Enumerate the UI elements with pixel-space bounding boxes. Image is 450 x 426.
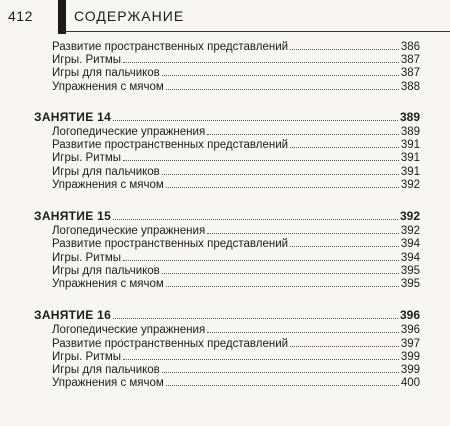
- dot-leader: [207, 321, 399, 333]
- toc-item: [52, 275, 420, 290]
- toc-item-label: Упражнения с мячом: [52, 178, 164, 191]
- toc-item-label: Развитие пространственных представлений: [52, 238, 289, 251]
- toc-item-label: Развитие пространственных представлений: [52, 139, 289, 152]
- dot-leader: [123, 51, 399, 63]
- header-bar: [58, 0, 66, 34]
- dot-leader: [113, 208, 398, 220]
- page-header: [0, 0, 450, 34]
- toc-item-page: 395: [400, 264, 420, 277]
- dot-leader: [162, 163, 399, 175]
- toc-item-page: 392: [400, 225, 420, 238]
- dot-leader: [113, 307, 398, 319]
- dot-leader: [123, 348, 399, 360]
- dot-leader: [166, 374, 399, 386]
- lesson-heading-label: ЗАНЯТИЕ 14: [34, 109, 112, 124]
- dot-leader: [207, 222, 399, 234]
- toc-item-page: 394: [400, 238, 420, 251]
- lesson-heading: [34, 109, 420, 124]
- dot-leader: [162, 361, 399, 373]
- toc-item-page: 391: [400, 139, 420, 152]
- dot-leader: [290, 235, 399, 247]
- toc-item-label: Игры для пальчиков: [52, 264, 160, 277]
- toc-item-page: 391: [400, 152, 420, 165]
- toc-item-page: 387: [400, 54, 420, 67]
- lesson-heading-label: ЗАНЯТИЕ 16: [34, 308, 112, 323]
- dot-leader: [290, 335, 399, 347]
- toc-item-page: 387: [400, 67, 420, 80]
- toc-item-label: Упражнения с мячом: [52, 377, 164, 390]
- lesson-heading-page: 396: [399, 308, 420, 323]
- toc-item: [52, 374, 420, 389]
- toc-item-page: 391: [400, 165, 420, 178]
- dot-leader: [166, 78, 399, 90]
- toc-item-label: Игры. Ритмы: [52, 152, 122, 165]
- toc-item-page: 389: [400, 126, 420, 138]
- toc-item-label: Упражнения с мячом: [52, 80, 164, 93]
- page-number: 412: [8, 8, 33, 24]
- toc-item: [52, 176, 420, 191]
- dot-leader: [113, 109, 398, 121]
- toc-item-label: Игры. Ритмы: [52, 251, 122, 264]
- toc-item-label: Развитие пространственных представлений: [52, 337, 289, 350]
- toc-item-page: 394: [400, 251, 420, 264]
- dot-leader: [162, 262, 399, 274]
- dot-leader: [166, 176, 399, 188]
- toc-item-page: 397: [400, 337, 420, 350]
- lesson-heading-page: 392: [399, 209, 420, 223]
- toc-item-page: 399: [400, 350, 420, 363]
- page-title: СОДЕРЖАНИЕ: [74, 8, 185, 24]
- dot-leader: [123, 149, 399, 161]
- toc-item-label: Логопедические упражнения: [52, 225, 206, 238]
- dot-leader: [290, 38, 399, 50]
- dot-leader: [166, 275, 399, 287]
- dot-leader: [207, 123, 399, 135]
- toc-item-page: 386: [400, 41, 420, 53]
- toc-item-page: 400: [400, 377, 420, 390]
- toc-item-label: Игры. Ритмы: [52, 54, 122, 67]
- toc-item-label: Логопедические упражнения: [52, 324, 206, 337]
- lesson-heading-label: ЗАНЯТИЕ 15: [34, 209, 112, 223]
- toc-item-label: Игры для пальчиков: [52, 67, 160, 80]
- toc-item-label: Игры для пальчиков: [52, 165, 160, 178]
- toc-item-page: 399: [400, 364, 420, 376]
- toc-item-page: 388: [400, 80, 420, 93]
- lesson-heading-page: 389: [399, 109, 420, 124]
- toc-item-page: 395: [400, 278, 420, 290]
- header-rule: [62, 31, 450, 32]
- toc-item-label: Логопедические упражнения: [52, 126, 206, 138]
- lesson-heading: [34, 307, 420, 322]
- toc-item-page: 392: [400, 178, 420, 191]
- dot-leader: [290, 136, 399, 148]
- toc-item-label: Игры. Ритмы: [52, 350, 122, 363]
- dot-leader: [162, 64, 399, 76]
- toc-item-page: 396: [400, 324, 420, 337]
- toc-item-label: Развитие пространственных представлений: [52, 41, 289, 53]
- lesson-heading: [34, 208, 420, 223]
- toc-item: [52, 78, 420, 93]
- dot-leader: [123, 249, 399, 261]
- toc-item-label: Игры для пальчиков: [52, 364, 160, 376]
- toc-item-label: Упражнения с мячом: [52, 278, 164, 290]
